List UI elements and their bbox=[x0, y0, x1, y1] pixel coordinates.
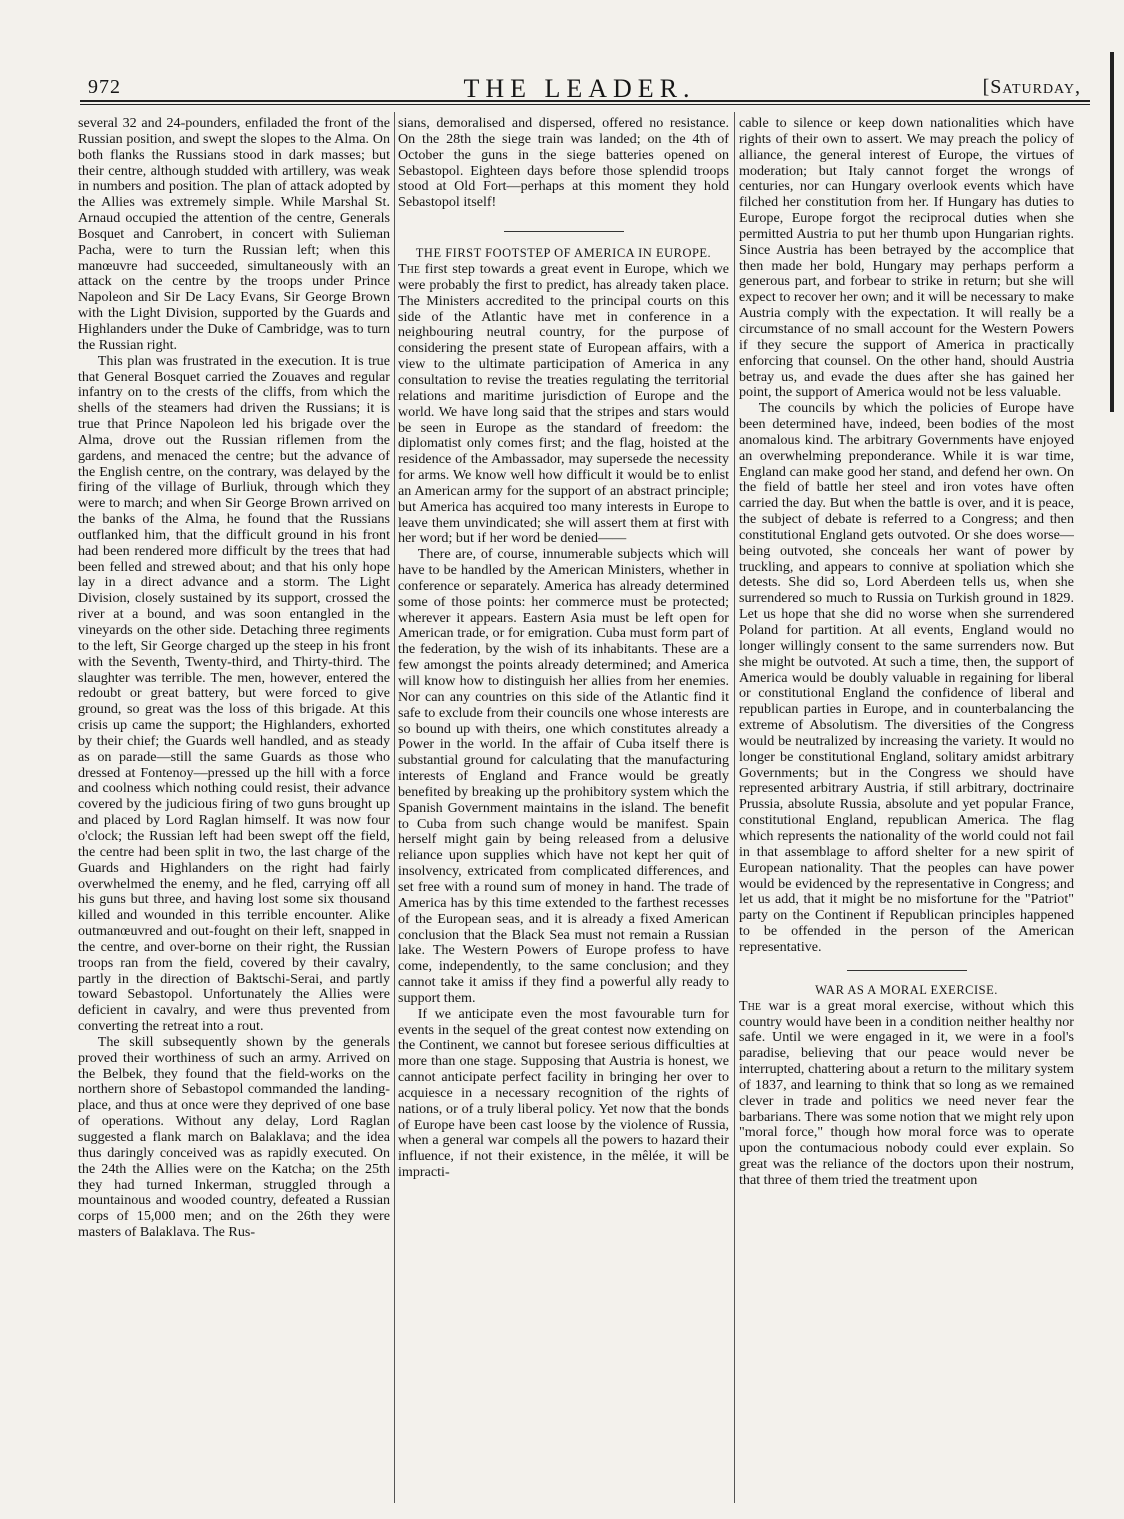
column-1 bbox=[78, 116, 390, 1508]
paragraph-text: war is a great moral exercise, without which this country would have been in a condition neither healthy nor safe. Until we were engaged in it, we were in a fool's paradise, believing that our peace would never be interrupted, chattering about a return to the military system of 1837, and learning to think that so long as we remained clever in trade and politics we need never fear the barbarians. There was some notion that we might rely upon "moral force," though how moral force was to operate upon the contumacious nobody could ever explain. So great was the reliance of the doctors upon their nostrum, that three of them tried the treatment upon bbox=[739, 997, 1074, 1188]
newspaper-title: THE LEADER. bbox=[463, 74, 696, 103]
paragraph bbox=[739, 999, 1074, 1189]
page-number: 972 bbox=[88, 76, 121, 98]
section-separator bbox=[847, 970, 967, 971]
column-divider bbox=[394, 112, 395, 1503]
paragraph bbox=[398, 262, 729, 547]
paragraph: cable to silence or keep down nationalities which have rights of their own to assert. We may preach the policy of alliance, the general interest of Europe, the virtues of moderation; but Italy cannot forget the wrongs of centuries, nor can Hungary overlook events which have filched her constitution from her. If Hungary has duties to Europe, Europe forgot the reciprocal duties when she permitted Austria to put her thumb upon Hungarian rights. Since Austria has been betrayed by the accomplice that then made her bold, Hungary may perhaps perform a generous part, and forbear to strike in return; but she will expect to recover her own; and it will be necessary to make Austria comply with the expectation. It will really be a circumstance of no small account for the Western Powers if they secure the support of America in practically enforcing that counsel. On the other hand, should Austria betray us, and evade the dues after she has gained her point, the support of America would not be less valuable. bbox=[739, 116, 1074, 401]
article-heading: THE FIRST FOOTSTEP OF AMERICA IN EUROPE. bbox=[415, 246, 712, 261]
paragraph-text: first step towards a great event in Europe, which we were probably the first to predict, has already taken place. The Ministers accredited to the principal courts on this side of the Atlantic have met in conference in a neighbouring neutral country, for the purpose of considering the present state of European affairs, with a view to the ultimate participation of America in any consultation to revise the treaties regulating the territorial relations and maritime jurisdiction of Europe and the world. We have long said that the stripes and stars would be seen in Europe as the standard of freedom: the diplomatist only comes first; and the flag, hoisted at the residence of the Ambassador, may supersede the necessity for arms. We know well how difficult it would be to enlist an American army for the support of an abstract principle; but America has acquired too many interests in Europe to leave them unvindicated; she will assert them at first with her word; but if her word be denied—— bbox=[398, 261, 729, 547]
column-2 bbox=[398, 116, 729, 1508]
paragraph: If we anticipate even the most favourable turn for events in the sequel of the great contest now extending on the Continent, we cannot but foresee serious difficulties at more than one stage. Supposing that Austria is honest, we cannot anticipate perfect facility in bringing her over to acquiesce in a necessary recognition of the rights of nations, or of a truly liberal policy. Yet now that the bonds of Europe have been cast loose by the violence of Russia, when a general war compels all the powers to hazard their influence, if not their existence, in the mêlée, it will be impracti- bbox=[398, 1005, 729, 1181]
page-edge-mark bbox=[1110, 52, 1114, 412]
paragraph: The skill subsequently shown by the generals proved their worthiness of such an army. Arrived on the Belbek, they found that the field-works on the northern shore of Sebastopol commanded the landing-place, and thus at once were they deprived of one base of operations. Without any delay, Lord Raglan suggested a flank march on Balaklava; and the idea thus daringly conceived was as rapidly executed. On the 24th the Allies were on the Katcha; on the 25th they had turned Inkerman, struggled through a mountainous and wooded country, defeated a Russian corps of 15,000 men; and on the 26th they were masters of Balaklava. The Rus- bbox=[78, 1033, 390, 1241]
paragraph: The councils by which the policies of Europe have been determined have, indeed, been bodies of the most anomalous kind. The arbitrary Governments have enjoyed an overwhelming preponderance. While it is war time, England can make good her stand, and defend her own. On the field of battle her steel and iron votes have often carried the day. But when the battle is over, and it is peace, the subject of debate is referred to a Congress; and then constitutional England gets outvoted. Or she does worse—being outvoted, she conceals her want of power by truckling, and appears to connive at spoliation which she detests. She did so, Lord Aberdeen tells us, when she surrendered so much to Russia on Turkish ground in 1829. Let us hope that she did no worse when she surrendered Poland for partition. At all events, England would no longer willingly consent to the same surrenders now. But she might be outvoted. At such a time, then, the support of America would be doubly valuable in regaining for liberal or constitutional England the confidence of liberal and republican parties in Europe, and in counterbalancing the extreme of Absolutism. The diversities of the Congress would be neutralized by increasing the variety. It would no longer be constitutional England, solitary amidst arbitrary Governments; but in the Congress we should have represented arbitrary Austria, if still arbitrary, doctrinaire Prussia, absolute Russia, absolute and yet popular France, constitutional England, republican America. The flag which represents the nationality of the world could not fail in that assemblage to afford shelter for a new spirit of European nationality. That the peoples can have power would be evidenced by the representative in Congress; and let us add, that it might be no misfortune for the "Patriot" party on the Continent if Republican principles happened to be offended in the person of the American representative. bbox=[739, 400, 1074, 955]
paragraph: There are, of course, innumerable subjects which will have to be handled by the American Ministers, whether in conference or separately. America has already determined some of those points: her commerce must be protected; wherever it appears. Eastern Asia must be left open for American trade, or for emigration. Cuba must form part of the federation, by the wish of its inhabitants. These are a few amongst the points already determined; and America will know how to distinguish her allies from her enemies. Nor can any countries on this side of the Atlantic find it safe to exclude from their councils one whose interests are so bound up with theirs, one which constitutes already a Power in the world. In the affair of Cuba itself there is substantial ground for calculating that the manufacturing interests of England and France would be greatly benefited by breaking up the prohibitory system which the Spanish Government maintains in the island. The benefit to Cuba from such change would be manifest. Spain herself might gain by being released from a delusive reliance upon supplies which have not kept her quit of insolvency, extricated from complicated differences, and set free with a round sum of money in hand. The trade of America has by this time extended to the farthest recesses of the European seas, and it is already a fixed American conclusion that the Black Sea must not remain a Russian lake. The Western Powers of Europe profess to have come, independently, to the same conclusion; and they cannot take it amiss if they find a powerful ally ready to support them. bbox=[398, 546, 729, 1006]
header-rule-thick bbox=[80, 100, 1090, 102]
section-separator bbox=[504, 231, 624, 232]
date-label: [Saturday, bbox=[982, 76, 1081, 98]
lead-word: The bbox=[739, 997, 761, 1014]
lead-word: The bbox=[398, 261, 420, 278]
header-rule-thin bbox=[80, 104, 1090, 105]
article-heading: WAR AS A MORAL EXERCISE. bbox=[815, 982, 998, 997]
column-3 bbox=[739, 116, 1074, 1508]
paragraph: sians, demoralised and dispersed, offered no resistance. On the 28th the siege train was landed; on the 4th of October the guns in the siege batteries opened on Sebastopol. Eighteen days before those splendid troops stood at Old Fort—perhaps at this moment they hold Sebastopol itself! bbox=[398, 116, 729, 211]
paragraph: This plan was frustrated in the execution. It is true that General Bosquet carried the Zouaves and regular infantry on to the crests of the cliffs, from which the shells of the steamers had driven the Russians; it is true that Prince Napoleon led his brigade over the Alma, drove out the Russian riflemen from the gardens, and menaced the centre; but the advance of the English centre, on the contrary, was delayed by the firing of the village of Burliuk, through which they were to march; and when Sir George Brown arrived on the banks of the Alma, he found that the Russians outflanked him, that the difficult ground in his front had been rendered more difficult by the trees that had been felled and strewed about; and that his only hope lay in a direct advance and a storm. The Light Division, closely sustained by its support, crossed the river at a bound, and was soon entangled in the vineyards on the other side. Detaching three regiments to the left, Sir George charged up the steep in his front with the Seventh, Twenty-third, and Thirty-third. The slaughter was terrible. The men, however, entered the redoubt or great battery, but were forced to give ground, so great was the loss of this brigade. At this crisis up came the support; the Highlanders, exhorted by their chief; the Guards well handled, and as steady as on parade—still the same Guards as those who dressed at Fontenoy—pressed up the hill with a force and coolness which nothing could resist, their advance covered by the judicious firing of two guns brought up and placed by Lord Raglan himself. It was now four o'clock; the Russian left had been swept off the field, the centre had been split in two, the last charge of the Guards and Highlanders on the right had fairly overwhelmed the enemy, and he fled, carrying off all his guns but three, and having lost some six thousand killed and wounded in this terrible encounter. Alike outmanœuvred and out-fought on their left, snapped in the centre, and over-borne on their right, the Russian troops ran from the field, covered by their cavalry, partly in the direction of Baktschi-Serai, and partly toward Sebastopol. Unfortunately the Allies were deficient in cavalry, and were thus prevented from converting the retreat into a rout. bbox=[78, 352, 390, 1035]
column-divider bbox=[734, 112, 735, 1503]
paragraph: several 32 and 24-pounders, enfiladed the front of the Russian position, and swept the slopes to the Alma. On both flanks the Russians stood in dark masses; but their centre, although studded with artillery, was weak in numbers and position. The plan of attack adopted by the Allies was extremely simple. While Marshal St. Arnaud occupied the attention of the centre, Generals Bosquet and Canrobert, in concert with Sulieman Pacha, were to turn the Russian left; when this manœuvre had succeeded, simultaneously with an attack on the centre by the troops under Prince Napoleon and Sir De Lacy Evans, Sir George Brown with the Light Division, supported by the Guards and Highlanders under the Duke of Cambridge, was to turn the Russian right. bbox=[78, 116, 390, 353]
